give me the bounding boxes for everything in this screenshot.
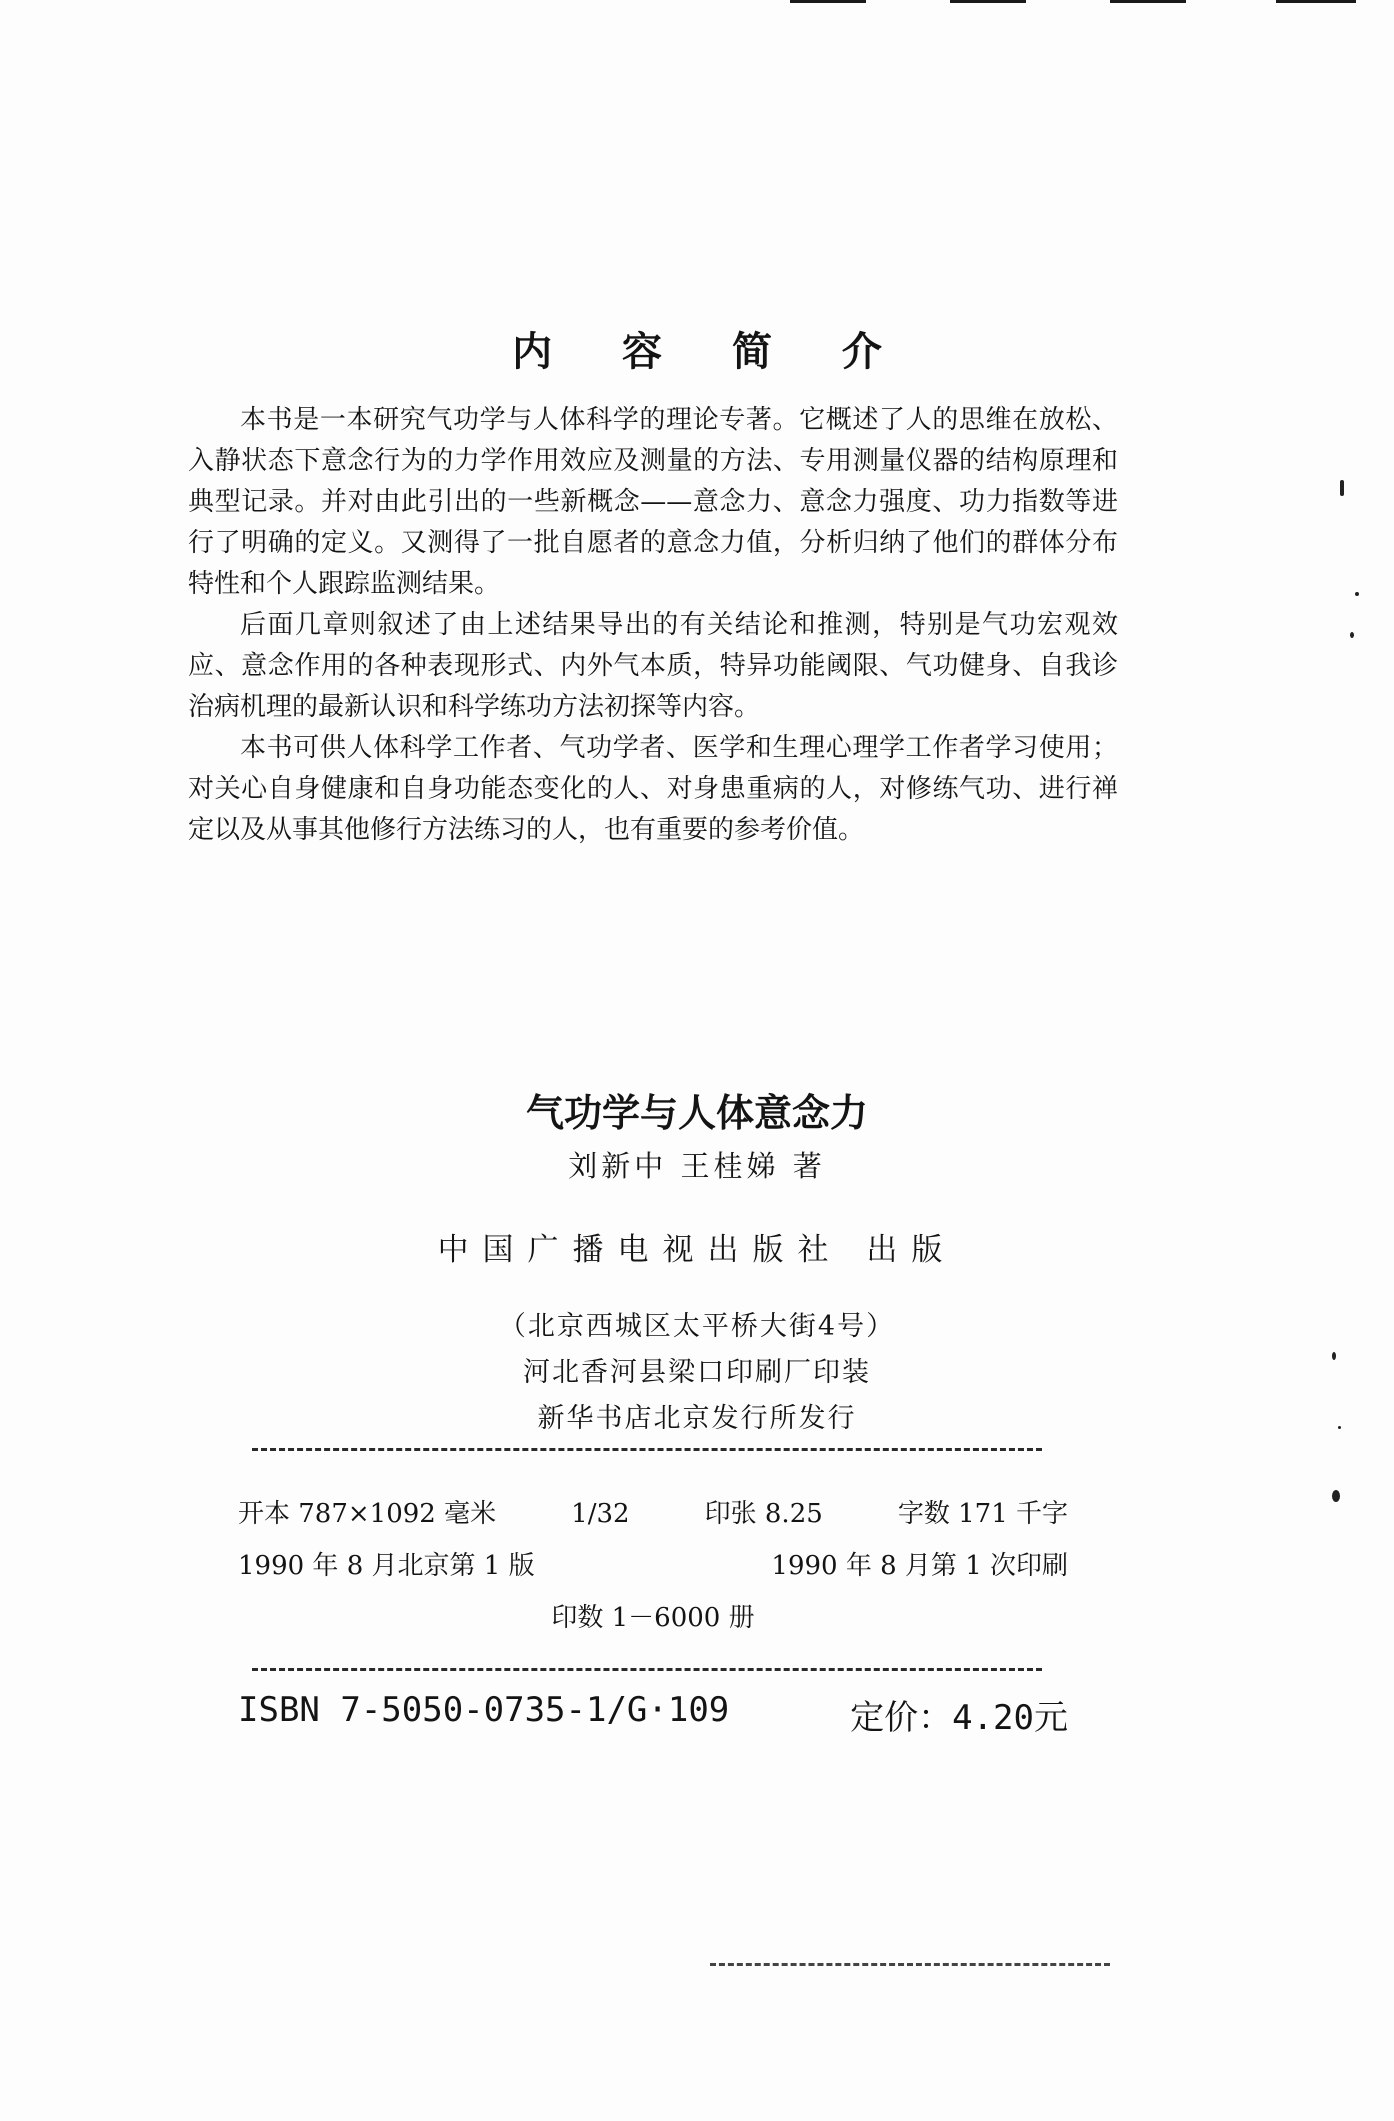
publisher-line: 中国广播电视出版社 出版	[437, 1232, 957, 1268]
specs-row	[238, 1540, 1068, 1592]
fold-spec: 1/32	[571, 1499, 630, 1529]
top-rule	[790, 0, 866, 3]
print-run-spec: 印数 1－6000 册	[551, 1603, 755, 1633]
publication-specs	[238, 1488, 1068, 1644]
edition-spec: 1990 年 8 月北京第 1 版	[238, 1551, 535, 1581]
top-rule	[1110, 0, 1186, 3]
isbn-price-row	[238, 1690, 1068, 1739]
summary-title: 内 容 简 介	[512, 328, 910, 375]
format-spec: 开本 787×1092 毫米	[238, 1499, 497, 1529]
authors-line: 刘新中 王桂娣 著	[568, 1149, 826, 1183]
summary-paragraph: 本书是一本研究气功学与人体科学的理论专著。它概述了人的思维在放松、入静状态下意念行为的力学作用效应及测量的方法、专用测量仪器的结构原理和典型记录。并对由此引出的一些新概念——意念力、意念力强度、功力指数等进行了明确的定义。又测得了一批自愿者的意念力值，分析归纳了他们的群体分布特性和个人跟踪监测结果。	[188, 405, 1118, 599]
scan-speck	[1332, 1490, 1340, 1502]
scan-speck	[1338, 1426, 1341, 1429]
top-rule	[950, 0, 1026, 3]
summary-paragraph: 后面几章则叙述了由上述结果导出的有关结论和推测，特别是气功宏观效应、意念作用的各种表现形式、内外气本质，特异功能阈限、气功健身、自我诊治病机理的最新认识和科学练功方法初探等内容。	[188, 610, 1118, 722]
bottom-rule	[710, 1963, 1110, 1966]
summary-paragraph: 本书可供人体科学工作者、气功学者、医学和生理心理学工作者学习使用；对关心自身健康和自身功能态变化的人、对身患重病的人，对修练气功、进行禅定以及从事其他修行方法练习的人，也有重要的参考价值。	[188, 733, 1118, 845]
price-label: 定价：4.20元	[850, 1698, 1068, 1738]
word-count-spec: 字数 171 千字	[897, 1499, 1068, 1529]
summary-body	[188, 400, 1118, 851]
address-line: （北京西城区太平桥大街4号）	[498, 1311, 896, 1342]
isbn-number: ISBN 7-5050-0735-1/G·109	[238, 1690, 730, 1730]
specs-row	[238, 1488, 1068, 1540]
divider-rule	[252, 1668, 1042, 1671]
printer-line: 河北香河县梁口印刷厂印装	[523, 1357, 871, 1388]
scan-speck	[1350, 632, 1354, 638]
top-rule	[1276, 0, 1356, 3]
divider-rule	[252, 1448, 1042, 1451]
scan-speck	[1332, 1352, 1336, 1360]
sheets-spec: 印张 8.25	[704, 1499, 823, 1529]
scan-speck	[1355, 592, 1359, 596]
scan-speck	[1340, 480, 1344, 496]
distributor-line: 新华书店北京发行所发行	[537, 1403, 857, 1434]
printing-spec: 1990 年 8 月第 1 次印刷	[771, 1551, 1068, 1581]
book-title: 气功学与人体意念力	[525, 1090, 868, 1135]
